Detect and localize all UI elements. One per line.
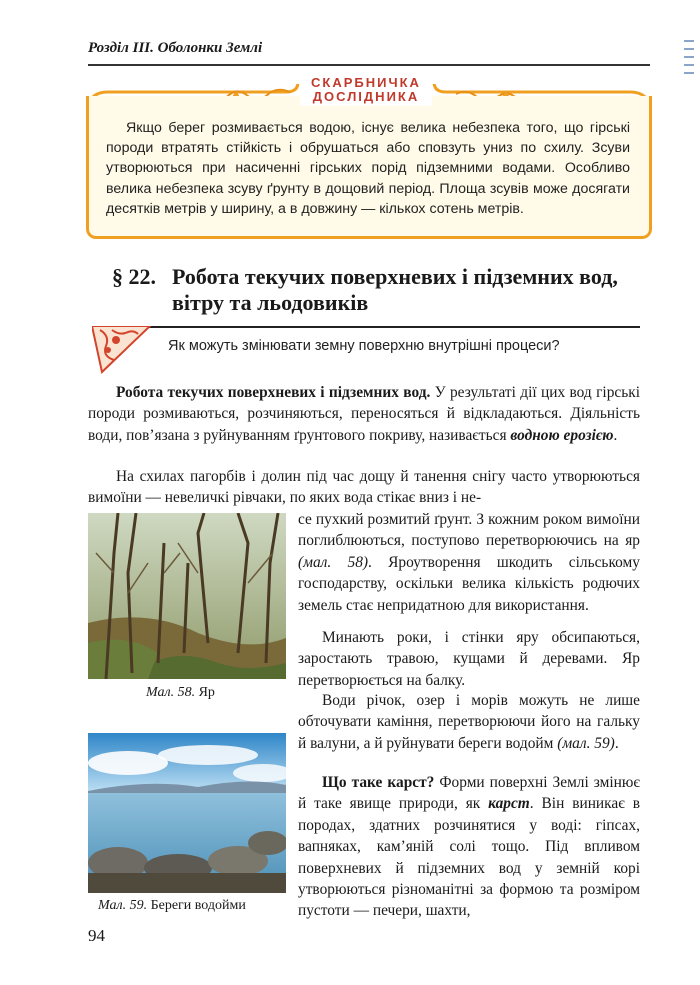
paragraph-balka: Минають роки, і стінки яру обсипаються, заростають травою, кущами й деревами. Яр перетворюється на балку. [298,629,640,689]
photo-shore [88,733,286,893]
section-title: § 22. Робота текучих поверхневих і підземних вод, вітру та льодовиків [112,264,618,315]
header-rule [88,64,650,66]
question-rule [92,326,640,328]
term-water-erosion: водною ерозією [510,426,614,444]
treasury-text: Якщо берег розмивається водою, існує велика небезпека того, що гірські породи втратять стійкість і обрушаться або сповзуть униз по схилу. Зсуви утворюються при насиченні гірських порід підземними водами. Особливо велика небезпека зсуву ґрунту в дощовий період. Площа зсувів може досягати десятків метрів у ширину, а в довжину — кількох сотень метрів. [106,120,630,217]
photo-ravine [88,513,286,679]
paragraph-karst: Що таке карст? Форми поверхні Землі змінює й таке явище природи, як карст. Він виникає в породах, здатних розчинятися у воді: гіпсах, вапняках, кам’яній солі тощо. Під впливом поверхневих й підземних вод у земній корі утворюються різноманітні за формою та розміром пустоти — печери, шахти, [298,774,640,920]
paragraph-water-work: Робота текучих поверхневих і підземних вод. У результаті дії цих вод гірські породи розмиваються, розчиняються, переносяться й відкладаються. Діяльність води, пов’язана з руйнуванням ґрунтового покриву, називається водною ерозією. [88,384,640,444]
term-karst: карст [488,795,530,813]
caption-fig58: Мал. 58. Яр [146,685,215,700]
paragraph-shores: Води річок, озер і морів можуть не лише обточувати каміння, перетворюючи його на гальку й валуни, а й руйнувати береги водойм (мал. 59). [298,692,640,752]
caption-fig59: Мал. 59. Береги водойми [98,898,246,913]
page-header: Розділ ІІІ. Оболонки Землі [88,40,263,56]
paragraph-gullies-cont: се пухкий розмитий ґрунт. З кожним роком вимоїни поглиблюються, поступово перетворюючись на яр (мал. 58). Яроутворення шкодить сільському господарству, оскільки велика кількість родючих земель стає непридатною для використання. [298,511,640,614]
section-number: § 22. [112,264,156,289]
lead-question: Як можуть змінювати земну поверхню внутрішні процеси? [168,338,560,354]
page-number: 94 [88,926,105,945]
treasury-title: СКАРБНИЧКА ДОСЛІДНИКА [300,74,432,106]
ornament-icon [92,326,152,374]
paragraph-gullies: На схилах пагорбів і долин під час дощу й танення снігу часто утворюються вимоїни — невеличкі рівчаки, по яких вода стікає вниз і не- [88,468,640,507]
edge-marks [684,40,694,80]
